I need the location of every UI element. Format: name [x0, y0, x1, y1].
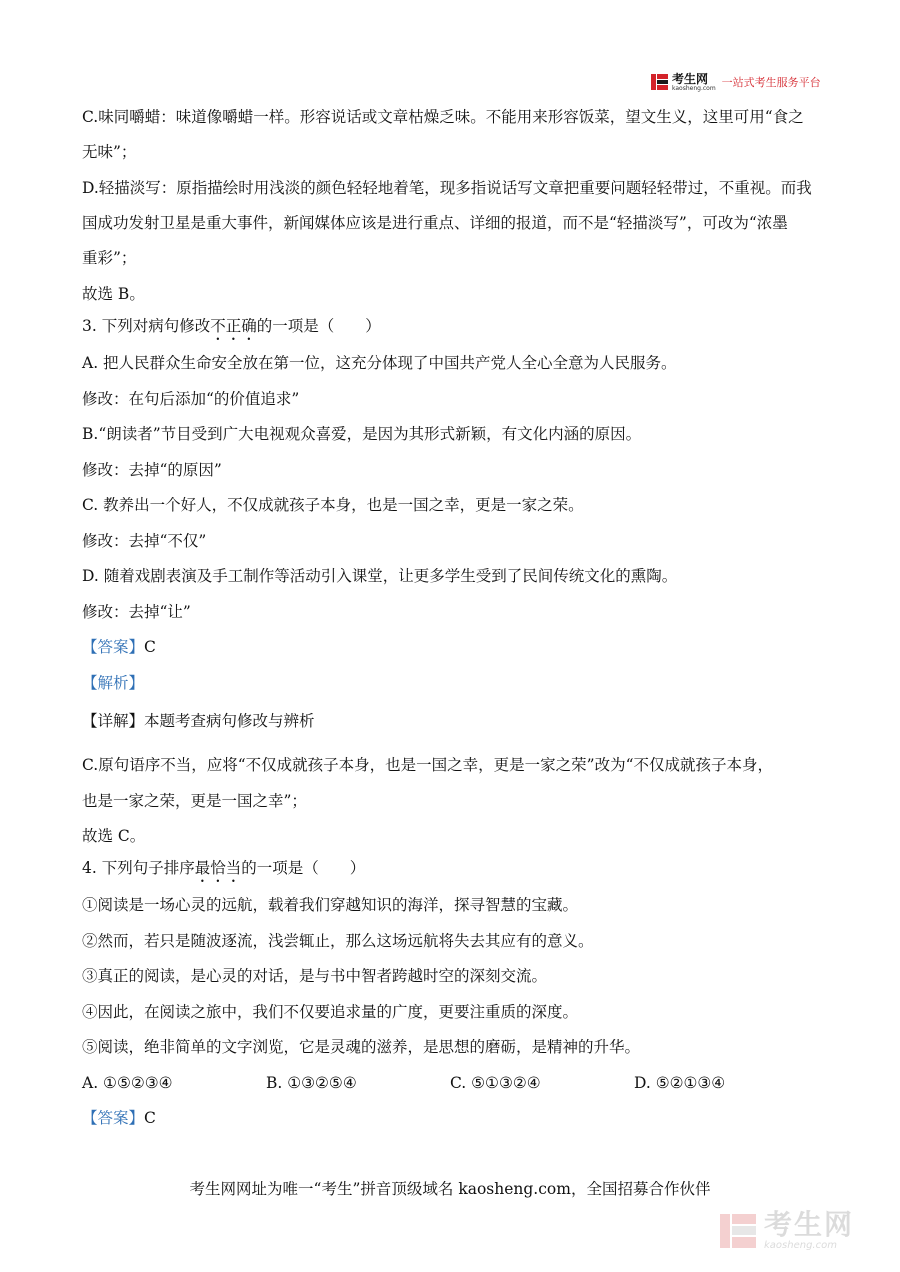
q3-explain-line1: C.原句语序不当，应将“不仅成就孩子本身，也是一国之幸，更是一家之荣”改为“不仅成就孩子本身， — [82, 756, 774, 774]
analysis-tag: 【解析】 — [82, 674, 145, 692]
q3-choose: 故选 C。 — [82, 827, 146, 845]
q4-stem: 4. 下列句子排序最恰当的一项是（ ） — [82, 859, 366, 877]
watermark-name: 考生网 — [764, 1208, 855, 1241]
q3-detail — [82, 711, 315, 731]
choose-b: 故选 B。 — [82, 285, 145, 303]
q3-option-a: A. 把人民群众生命安全放在第一位，这充分体现了中国共产党人全心全意为人民服务。 — [82, 354, 677, 372]
q4-option-c: C. ⑤①③②④ — [450, 1074, 541, 1092]
q4-stem-emphasis: 最恰当 — [194, 859, 242, 877]
q3-option-d: D. 随着戏剧表演及手工制作等活动引入课堂，让更多学生受到了民间传统文化的熏陶。 — [82, 567, 678, 585]
answer-tag: 【答案】 — [82, 1109, 145, 1127]
logo-slogan: 一站式考生服务平台 — [721, 76, 821, 89]
answer-value: C — [144, 1109, 156, 1127]
q4-option-b: B. ①③②⑤④ — [266, 1074, 357, 1092]
q4-sentence-3: ③真正的阅读，是心灵的对话，是与书中智者跨越时空的深刻交流。 — [82, 967, 548, 985]
q4-answer — [82, 1108, 156, 1128]
explain-c-line2: 无味”； — [82, 143, 137, 161]
answer-tag: 【答案】 — [82, 638, 145, 656]
q4-sentence-5: ⑤阅读，绝非简单的文字浏览，它是灵魂的滋养，是思想的磨砺，是精神的升华。 — [82, 1038, 641, 1056]
watermark-domain: kaosheng.com — [764, 1240, 837, 1251]
q4-option-d: D. ⑤②①③④ — [634, 1074, 726, 1092]
watermark — [720, 1208, 880, 1254]
header-logo — [651, 71, 821, 93]
explain-d-line3: 重彩”； — [82, 249, 137, 267]
q3-stem-emphasis: 不正确 — [210, 317, 257, 335]
detail-text: 本题考查病句修改与辨析 — [144, 712, 315, 730]
logo-domain: kaosheng.com — [672, 84, 716, 92]
q4-sentence-2: ②然而，若只是随波逐流，浅尝辄止，那么这场远航将失去其应有的意义。 — [82, 932, 594, 950]
page-footer: 考生网网址为唯一“考生”拼音顶级域名 kaosheng.com，全国招募合作伙伴 — [189, 1180, 711, 1198]
q3-stem: 3. 下列对病句修改不正确的一项是（ ） — [82, 317, 381, 335]
q3-option-b-fix: 修改：去掉“的原因” — [82, 461, 222, 479]
explain-d-line2: 国成功发射卫星是重大事件，新闻媒体应该是进行重点、详细的报道，而不是“轻描淡写”，可改为“浓墨 — [82, 214, 788, 232]
q3-option-c: C. 教养出一个好人，不仅成就孩子本身，也是一国之幸，更是一家之荣。 — [82, 496, 584, 514]
watermark-logo-icon — [720, 1212, 758, 1250]
q3-analysis — [82, 673, 144, 693]
q3-answer — [82, 637, 156, 657]
q4-sentence-1: ①阅读是一场心灵的远航，载着我们穿越知识的海洋，探寻智慧的宝藏。 — [82, 896, 579, 914]
explain-c-line1: C.味同嚼蜡：味道像嚼蜡一样。形容说话或文章枯燥乏味。不能用来形容饭菜，望文生义，这里可用“食之 — [82, 108, 804, 126]
q3-option-c-fix: 修改：去掉“不仅” — [82, 532, 207, 550]
explain-d-line1: D.轻描淡写：原指描绘时用浅淡的颜色轻轻地着笔，现多指说话写文章把重要问题轻轻带过，不重视。而我 — [82, 179, 812, 197]
q4-option-a: A. ①⑤②③④ — [82, 1074, 173, 1092]
logo-name: 考生网 — [672, 71, 709, 86]
detail-tag: 【详解】 — [82, 712, 145, 730]
q3-option-b: B.“朗读者”节目受到广大电视观众喜爱，是因为其形式新颖，有文化内涵的原因。 — [82, 425, 642, 443]
q3-option-a-fix: 修改：在句后添加“的价值追求” — [82, 390, 300, 408]
answer-value: C — [144, 638, 156, 656]
kaosheng-logo-icon — [651, 72, 669, 92]
q3-option-d-fix: 修改：去掉“让” — [82, 603, 191, 621]
q4-sentence-4: ④因此，在阅读之旅中，我们不仅要追求量的广度，更要注重质的深度。 — [82, 1003, 579, 1021]
q4-options — [82, 1073, 822, 1093]
q3-explain-line2: 也是一家之荣，更是一国之幸”； — [82, 792, 307, 810]
